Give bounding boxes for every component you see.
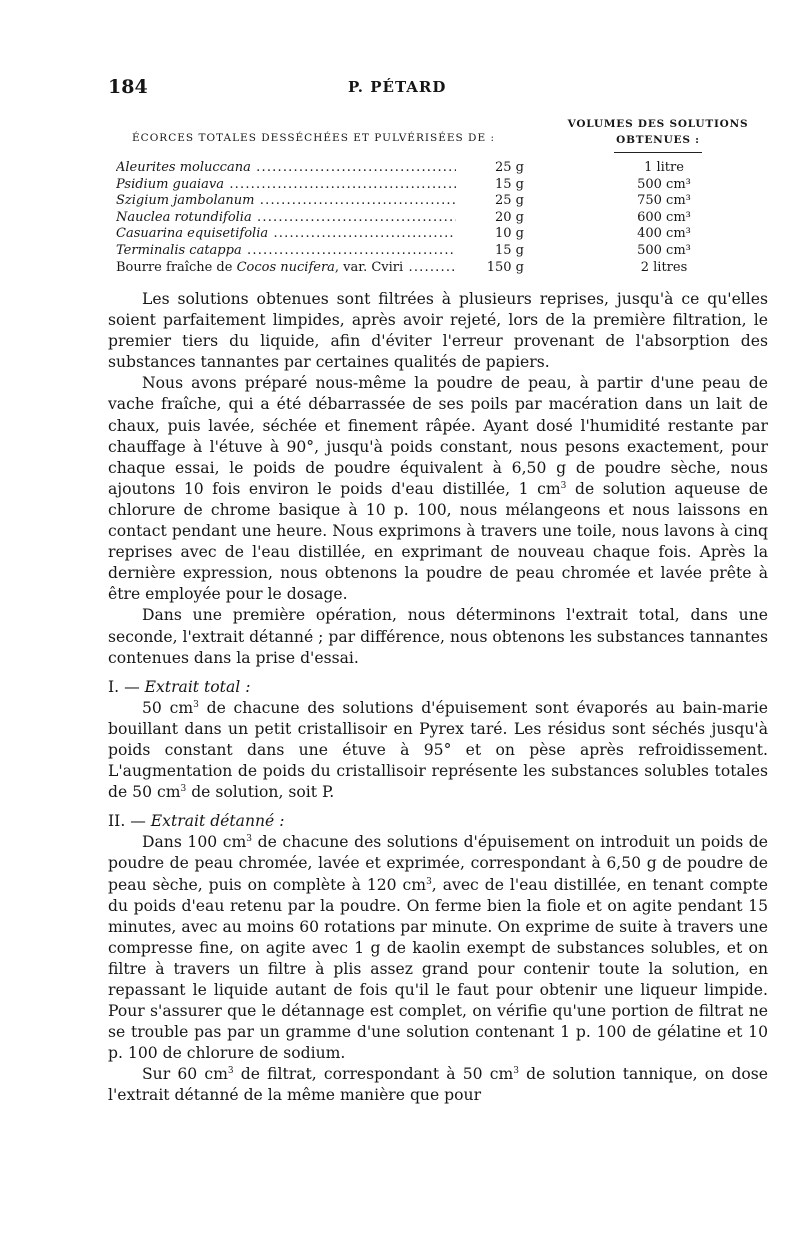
table-row bbox=[116, 226, 776, 243]
superscript: 3 bbox=[246, 834, 253, 845]
species-name: Aleurites moluccana ..... bbox=[116, 160, 456, 177]
text-run: 50 cm bbox=[142, 698, 194, 717]
species-suffix: , var. Cviri bbox=[334, 259, 404, 275]
table-row bbox=[116, 260, 776, 277]
column-header-rule bbox=[614, 152, 702, 153]
body-text bbox=[108, 289, 768, 1107]
bark-amount: 25 g bbox=[495, 160, 524, 175]
species-prefix: Bourre fraîche de bbox=[116, 259, 237, 275]
species-name: Szigium jambolanum ..... bbox=[116, 193, 456, 210]
text-run: Nous avons préparé nous-même la poudre de peau, à partir d'une peau de vache fraîche, qui a été débarrassée de ses poils par macération dans un lait de chaux, puis lavée, séchée et finement râpée. Ayant dosé l'humidité restante par chauffage à l'étuve à 90°, jusqu'à poids constant, nous pesons exactement, pour chaque essai, le poids de poudre équivalent à 6,50 g de poudre sèche, nous ajoutons 10 fois environ le poids d'eau distillée, 1 cm bbox=[108, 374, 768, 498]
text-run: de filtrat, correspondant à 50 cm bbox=[233, 1065, 514, 1084]
section-title: Extrait total : bbox=[144, 677, 251, 696]
superscript: 3 bbox=[513, 1066, 520, 1077]
species-italic: Cocos nucifera bbox=[236, 259, 335, 275]
text-run: de solution aqueuse de chlorure de chrome basique à 10 p. 100, nous mélangeons et nous laissons en contact pendant une heure. Nous exprimons à travers une toile, nous lavons à cinq reprises avec de l'eau distillée, en exprimant de nouveau chaque fois. Après la dernière expression, nous obtenons la poudre de peau chromée et lavée prête à être employée pour le dosage. bbox=[108, 479, 768, 604]
running-head bbox=[108, 76, 748, 100]
paragraph bbox=[108, 832, 768, 1064]
bark-amount: 20 g bbox=[495, 209, 524, 225]
superscript: 3 bbox=[180, 783, 187, 794]
text-run: Dans 100 cm bbox=[142, 833, 247, 852]
page-number: 184 bbox=[108, 76, 148, 98]
paragraph bbox=[108, 373, 768, 605]
bark-amount: 15 g bbox=[495, 242, 524, 258]
bark-amount: 15 g bbox=[495, 176, 524, 192]
species-name: Psidium guaiava ..... bbox=[116, 177, 456, 194]
bark-table bbox=[116, 160, 776, 276]
species-name: Terminalis catappa ..... bbox=[116, 243, 456, 260]
column-header-volumes-line2: OBTENUES : bbox=[616, 134, 700, 146]
solution-volume: 500 cm³ bbox=[637, 242, 691, 258]
text-run: de solution tannique, on dose l'extrait détanné de la même manière que pour bbox=[108, 1065, 768, 1105]
paragraph: Dans une première opération, nous déterminons l'extrait total, dans une seconde, l'extrait détanné ; par différence, nous obtenons les substances tannantes contenues dans la prise d'essai. bbox=[108, 606, 768, 667]
paragraph: Les solutions obtenues sont filtrées à plusieurs reprises, jusqu'à ce qu'elles soient parfaitement limpides, après avoir rejeté, lors de la première filtration, le premier tiers du liquide, afin d'éviter l'erreur provenant de l'absorption des substances tannantes par certaines qualités de papiers. bbox=[108, 290, 768, 372]
text-run: de chacune des solutions d'épuisement on introduit un poids de poudre de peau chromée, lavée et exprimée, correspondant à 6,50 g de poudre de peau sèche, puis on complète à 120 cm bbox=[108, 833, 769, 894]
text-run: Sur 60 cm bbox=[142, 1065, 228, 1084]
solution-volume: 2 litres bbox=[640, 259, 688, 275]
species-name bbox=[116, 260, 456, 277]
solution-volume: 500 cm³ bbox=[637, 176, 691, 192]
section-number: II. — bbox=[108, 812, 151, 831]
table-row bbox=[116, 243, 776, 260]
solution-volume: 1 litre bbox=[644, 160, 684, 175]
superscript: 3 bbox=[227, 1066, 234, 1077]
solution-volume: 750 cm³ bbox=[637, 193, 691, 209]
text-run: de solution, soit P. bbox=[186, 783, 335, 802]
table-row bbox=[116, 210, 776, 227]
superscript: 3 bbox=[193, 699, 199, 710]
solution-volume: 600 cm³ bbox=[637, 209, 691, 225]
table-header bbox=[108, 116, 768, 156]
section-heading-1 bbox=[108, 677, 768, 698]
solution-volume: 400 cm³ bbox=[637, 226, 691, 242]
section-title: Extrait détanné : bbox=[150, 812, 285, 831]
column-header-volumes bbox=[538, 116, 778, 148]
superscript: 3 bbox=[426, 876, 432, 887]
bark-amount: 25 g bbox=[495, 193, 524, 209]
paragraph bbox=[108, 1064, 768, 1106]
superscript: 3 bbox=[560, 480, 567, 491]
bark-amount: 10 g bbox=[495, 226, 524, 242]
table-row bbox=[116, 160, 776, 177]
table-row bbox=[116, 177, 776, 194]
table-row bbox=[116, 193, 776, 210]
species-name: Casuarina equisetifolia ..... bbox=[116, 226, 456, 243]
running-head-author: P. PÉTARD bbox=[348, 78, 447, 96]
column-header-volumes-line1: VOLUMES DES SOLUTIONS bbox=[567, 118, 749, 130]
paragraph bbox=[108, 698, 768, 803]
section-number: I. — bbox=[108, 677, 145, 696]
species-name: Nauclea rotundifolia ..... bbox=[116, 210, 456, 227]
column-header-barks: ÉCORCES TOTALES DESSÉCHÉES ET PULVÉRISÉES DE : bbox=[132, 132, 496, 144]
bark-amount: 150 g bbox=[486, 259, 524, 275]
text-run: de chacune des solutions d'épuisement sont évaporés au bain-marie bouillant dans un petit cristallisoir en Pyrex taré. Les résidus sont séchés jusqu'à poids constant dans une étuve à 95° et on pèse après refroidissement. L'augmentation de poids du cristallisoir représente les substances solubles totales de 50 cm bbox=[108, 698, 768, 802]
text-run: , avec de l'eau distillée, en tenant compte du poids d'eau retenu par la poudre. On ferme bien la fiole et on agite pendant 15 minutes, avec au moins 60 rotations par minute. On exprime de suite à travers une compresse fine, on agite avec 1 g de kaolin exempt de substances solubles, et on filtre à travers un filtre à plis assez grand pour contenir toute la solution, en repassant le liquide autant de fois qu'il le faut pour obtenir une liqueur limpide. Pour s'assurer que le détannage est complet, on vérifie qu'une portion de filtrat ne se trouble pas par un gramme d'une solution contenant 1 p. 100 de gélatine et 10 p. 100 de chlorure de sodium. bbox=[108, 875, 768, 1063]
section-heading-2 bbox=[108, 811, 768, 832]
